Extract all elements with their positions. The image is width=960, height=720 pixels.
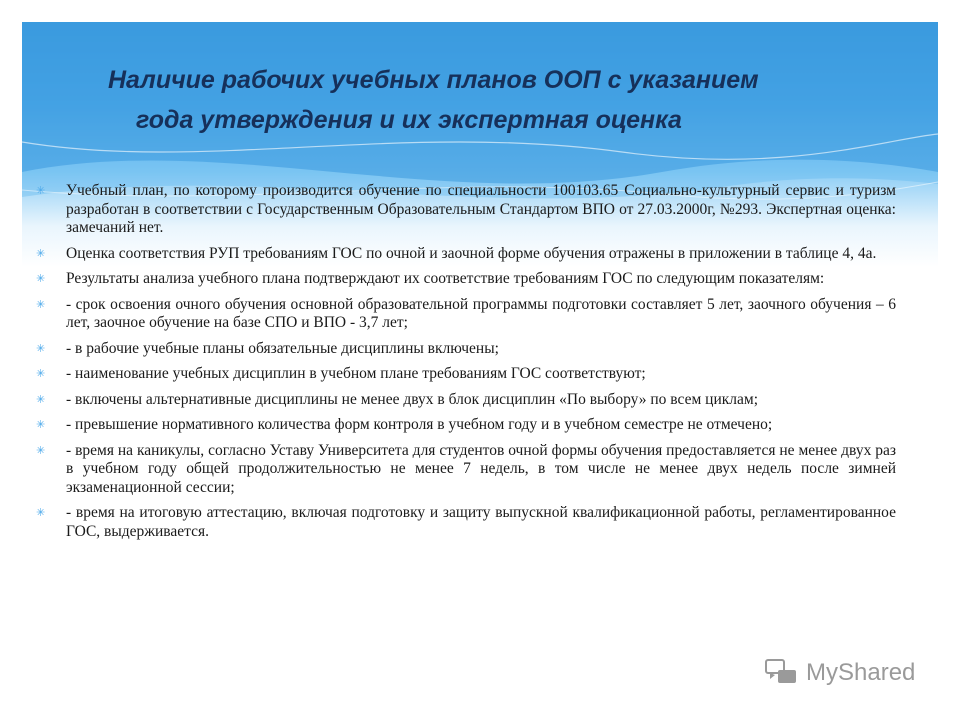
asterisk-bullet-icon: ✳ xyxy=(36,444,46,457)
asterisk-bullet-icon: ✳ xyxy=(36,507,46,519)
bullet-text: Результаты анализа учебного плана подтверждают их соответствие требованиям ГОС по следующим показателям: xyxy=(66,270,825,287)
list-item xyxy=(36,270,896,289)
bullet-text: Учебный план, по которому производится обучение по специальности 100103.65 Социально-культурный сервис и туризм разработан в соответствии с Государственным Образовательным Стандартом ВПО от 27.03.2000г, №293. Экспертная оценка: замечаний нет. xyxy=(66,182,896,236)
list-item xyxy=(36,442,896,498)
bullet-text: - превышение нормативного количества форм контроля в учебном году и в учебном семестре не отмечено; xyxy=(66,416,773,433)
slide-title-line-2: года утверждения и их экспертная оценка xyxy=(136,106,682,134)
list-item xyxy=(36,340,896,359)
bullet-text: Оценка соответствия РУП требованиям ГОС по очной и заочной форме обучения отражены в приложении в таблице 4, 4а. xyxy=(66,244,877,262)
myshared-logo-icon xyxy=(764,658,800,688)
list-item xyxy=(36,365,896,384)
list-item xyxy=(36,416,896,435)
bullet-text: - время на итоговую аттестацию, включая подготовку и защиту выпускной квалификационной работы, регламентированное ГОС, выдерживается. xyxy=(66,504,896,540)
bullet-list xyxy=(36,182,896,548)
list-item xyxy=(36,391,896,410)
bullet-text: - в рабочие учебные планы обязательные дисциплины включены; xyxy=(66,339,499,357)
slide-title-line-1: Наличие рабочих учебных планов ООП с указанием xyxy=(108,66,759,94)
list-item xyxy=(36,504,896,541)
list-item xyxy=(36,296,896,333)
asterisk-bullet-icon: ✳ xyxy=(36,419,46,431)
asterisk-bullet-icon: ✳ xyxy=(36,342,46,355)
asterisk-bullet-icon: ✳ xyxy=(36,273,46,285)
list-item xyxy=(36,182,896,238)
bullet-text: - время на каникулы, согласно Уставу Университета для студентов очной формы обучения предоставляется не менее двух раз в учебном году общей продолжительностью не менее 7 недель, в том числе не менее двух недель после зимней экзаменационной сессии; xyxy=(66,441,896,496)
asterisk-bullet-icon: ✳ xyxy=(36,393,46,406)
bullet-text: - срок освоения очного обучения основной образовательной программы подготовки составляет 5 лет, заочного обучения – 6 лет, заочное обучение на базе СПО и ВПО - 3,7 лет; xyxy=(66,295,896,331)
asterisk-bullet-icon: ✳ xyxy=(36,298,46,311)
myshared-watermark xyxy=(764,655,915,691)
asterisk-bullet-icon: ✳ xyxy=(36,368,46,380)
list-item xyxy=(36,245,896,264)
asterisk-bullet-icon: ✳ xyxy=(36,185,46,197)
asterisk-bullet-icon: ✳ xyxy=(36,247,46,260)
bullet-text: - наименование учебных дисциплин в учебном плане требованиям ГОС соответствуют; xyxy=(66,365,646,382)
slide-title xyxy=(22,60,938,140)
watermark-text: MyShared xyxy=(806,659,916,686)
bullet-text: - включены альтернативные дисциплины не менее двух в блок дисциплин «По выбору» по всем циклам; xyxy=(66,390,759,408)
